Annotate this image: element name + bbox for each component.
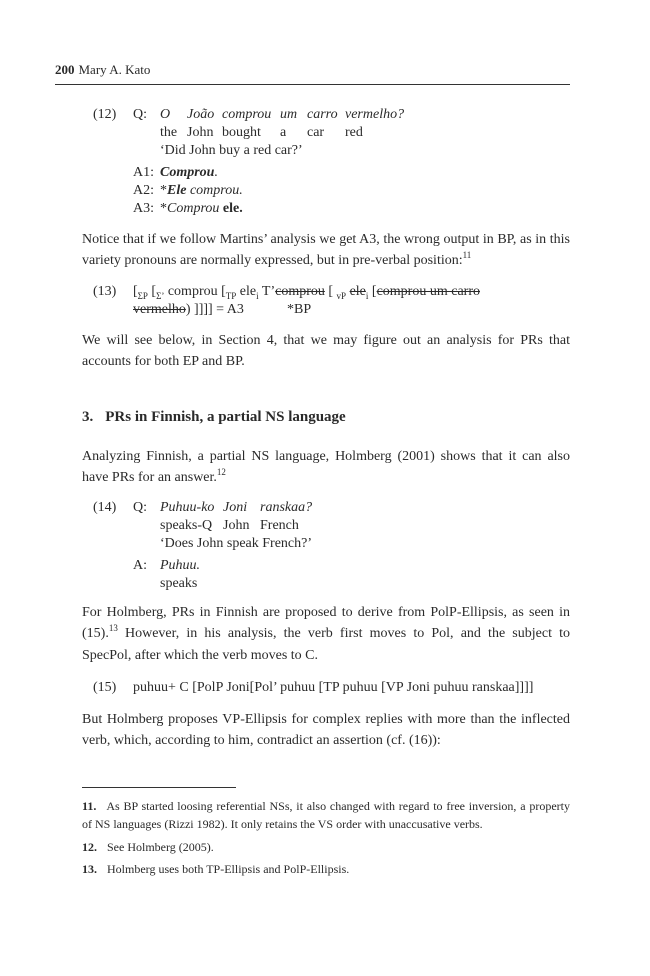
- footnote-ref: 12: [216, 467, 226, 477]
- section-heading: [82, 409, 346, 426]
- deleted-copy: ele: [349, 284, 366, 299]
- word: ranskaa?: [260, 500, 313, 515]
- author-name: Mary A. Kato: [78, 62, 151, 77]
- answer-label: A:: [133, 558, 147, 573]
- label-vp: vP: [336, 291, 347, 301]
- gloss-word: car: [307, 125, 325, 140]
- gloss-word: the: [160, 125, 178, 140]
- footnote: [82, 838, 570, 856]
- answer-label: A2:: [133, 183, 154, 198]
- word: Joni: [223, 500, 248, 515]
- gloss-word: red: [345, 125, 363, 140]
- answer-a1: [160, 164, 218, 181]
- body-paragraph: [82, 229, 570, 272]
- gloss-word: John: [223, 518, 250, 533]
- gloss-word: French: [260, 518, 299, 533]
- footnote-text: As BP started loosing referential NSs, it also changed with regard to free inversion, a property of NS languages (Rizzi 1982). It only retains the VS order with unaccusative verbs.: [82, 799, 570, 831]
- footnote-number: 13.: [82, 862, 97, 876]
- header-rule: [55, 84, 570, 85]
- bracket: [: [133, 284, 138, 299]
- deleted-copy: comprou: [275, 284, 325, 299]
- answer-a3: [160, 200, 243, 217]
- answer-rest: .: [214, 165, 218, 180]
- answer-bold: Comprou: [160, 165, 215, 180]
- body-paragraph: We will see below, in Section 4, that we may figure out an analysis for PRs that accounts for both EP and BP.: [82, 333, 570, 369]
- index: i: [256, 291, 259, 301]
- structure-text: T’: [258, 284, 276, 299]
- example-number: (15): [93, 680, 117, 695]
- structure-text: ele: [236, 284, 257, 299]
- ungrammatical-star: *: [160, 201, 167, 216]
- deleted-copy: vermelho: [133, 302, 186, 317]
- translation: ‘Did John buy a red car?’: [160, 143, 303, 158]
- structure-text: [: [368, 284, 377, 299]
- footnote-number: 11.: [82, 799, 97, 813]
- footnote-rule: [82, 787, 236, 788]
- index: i: [365, 291, 369, 301]
- paragraph-text: However, in his analysis, the verb first moves to Pol, and the subject to SpecPol, after which the verb moves to C.: [82, 626, 570, 663]
- page-number: 200: [55, 62, 75, 77]
- word: carro: [307, 107, 338, 122]
- word: João: [187, 107, 215, 122]
- word: Puhuu-ko: [160, 500, 215, 515]
- question-label: Q:: [133, 500, 147, 515]
- word: vermelho?: [345, 107, 405, 122]
- paragraph-text: For Holmberg, PRs in Finnish are proposed to derive from PolP-Ellipsis, as seen in (15).: [82, 605, 570, 641]
- word: um: [280, 107, 298, 122]
- footnote: [82, 860, 570, 878]
- footnote-text: See Holmberg (2005).: [107, 840, 214, 854]
- structure-text: ) ]]]] = A3: [185, 302, 244, 317]
- answer-label: A1:: [133, 165, 154, 180]
- answer-plain: Comprou: [167, 201, 223, 216]
- answer-label: A3:: [133, 201, 154, 216]
- paragraph-text: Analyzing Finnish, a partial NS language, Holmberg (2001) shows that it can also have PRs for an answer.: [82, 449, 570, 485]
- gloss-word: speaks-Q: [160, 518, 213, 533]
- word: O: [160, 107, 171, 122]
- deleted-copy: comprou um carro: [376, 284, 480, 299]
- gloss-word: a: [280, 125, 287, 140]
- gloss-word: John: [187, 125, 214, 140]
- gloss-word: bought: [222, 125, 261, 140]
- footnote-text: Holmberg uses both TP-Ellipsis and PolP-Ellipsis.: [107, 862, 350, 876]
- label-sigma-bar: Σ’: [156, 291, 165, 301]
- label-sigma-p: ΣP: [137, 291, 148, 301]
- footnote-ref: 13: [108, 623, 118, 633]
- translation: ‘Does John speak French?’: [160, 536, 313, 551]
- body-paragraph: [82, 602, 570, 666]
- body-paragraph: [82, 446, 570, 489]
- running-header: [55, 62, 150, 78]
- section-title: PRs in Finnish, a partial NS language: [105, 409, 346, 425]
- body-paragraph: But Holmberg proposes VP-Ellipsis for complex replies with more than the inflected verb, which, according to him, contradict an assertion (cf. (16)):: [82, 712, 570, 748]
- footnote: [82, 797, 570, 833]
- example-number: (14): [93, 500, 117, 515]
- footnote-number: 12.: [82, 840, 97, 854]
- ungrammatical-star: *: [160, 183, 167, 198]
- answer-rest: comprou.: [186, 183, 243, 198]
- answer-bold: Ele: [167, 183, 187, 198]
- answer-bold: ele.: [222, 201, 243, 216]
- structure-text: puhuu+ C [PolP Joni[Pol’ puhuu [TP puhuu [VP Joni puhuu ranskaa]]]]: [133, 680, 534, 695]
- example-number: (12): [93, 107, 117, 122]
- structure-text: comprou [: [164, 284, 226, 299]
- section-number: 3.: [82, 409, 94, 425]
- ungrammatical-tag: *BP: [287, 302, 312, 317]
- bracket: [: [147, 284, 157, 299]
- footnote-ref: 11: [462, 250, 472, 260]
- bracketed-structure-line2: [133, 301, 244, 318]
- answer-a2: [160, 182, 243, 199]
- question-label: Q:: [133, 107, 147, 122]
- bracketed-structure-line1: [133, 283, 480, 301]
- answer-word: Puhuu.: [160, 558, 201, 573]
- word: comprou: [222, 107, 272, 122]
- answer-gloss: speaks: [160, 576, 198, 591]
- paragraph-text: Notice that if we follow Martins’ analysis we get A3, the wrong output in BP, as in this variety pronouns are normally expressed, but in pre-verbal position:: [82, 232, 570, 268]
- structure-text: [: [324, 284, 337, 299]
- example-number: (13): [93, 284, 117, 299]
- label-tp: TP: [225, 291, 237, 301]
